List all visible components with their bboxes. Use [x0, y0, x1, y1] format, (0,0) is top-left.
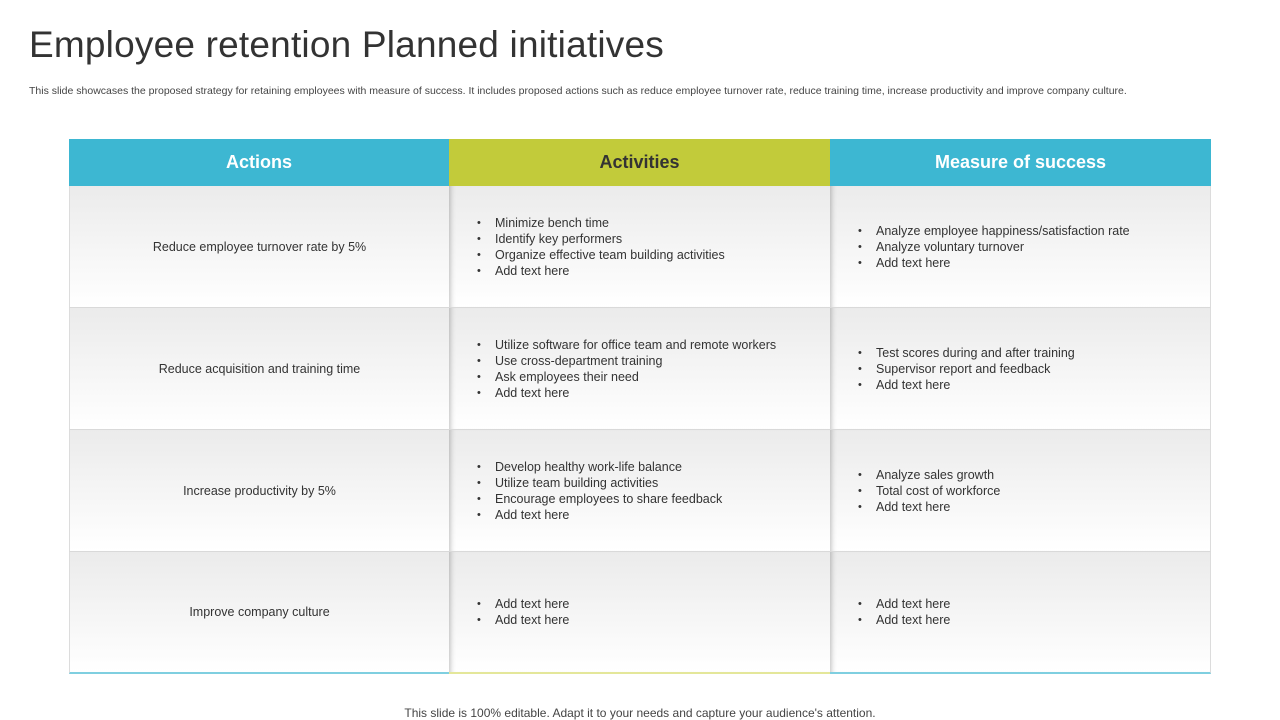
measures-list: [858, 467, 1000, 515]
measure-cell: [830, 552, 1211, 674]
activity-item: • Utilize team building activities: [477, 475, 722, 491]
measure-item: • Analyze voluntary turnover: [858, 239, 1130, 255]
measure-item: • Add text here: [858, 499, 1000, 515]
action-cell: [69, 308, 449, 430]
action-cell: [69, 552, 449, 674]
activities-list: [477, 337, 776, 401]
activity-item: • Add text here: [477, 507, 722, 523]
page-subtitle: This slide showcases the proposed strategy for retaining employees with measure of success. It includes proposed actions such as reduce employee turnover rate, reduce training time, increase productivity and improve company culture.: [29, 85, 1127, 97]
measure-item: • Add text here: [858, 612, 950, 628]
measure-item: • Supervisor report and feedback: [858, 361, 1075, 377]
footer-note: This slide is 100% editable. Adapt it to your needs and capture your audience's attention.: [404, 706, 876, 720]
page-title: Employee retention Planned initiatives: [29, 24, 664, 65]
activity-item: • Add text here: [477, 596, 569, 612]
action-text: Increase productivity by 5%: [183, 483, 336, 498]
activities-list: [477, 596, 569, 628]
measure-cell: [830, 430, 1211, 552]
measure-cell: [830, 308, 1211, 430]
action-text: Reduce employee turnover rate by 5%: [152, 239, 367, 254]
activities-list: [477, 459, 722, 523]
activity-item: • Identify key performers: [477, 231, 725, 247]
action-cell: [69, 430, 449, 552]
activity-item: • Use cross-department training: [477, 353, 776, 369]
activities-cell: [449, 430, 830, 552]
activity-item: • Ask employees their need: [477, 369, 776, 385]
activity-item: • Organize effective team building activities: [477, 247, 725, 263]
initiatives-table: [69, 139, 1211, 674]
activity-item: • Add text here: [477, 385, 776, 401]
measure-item: • Analyze employee happiness/satisfaction rate: [858, 223, 1130, 239]
activities-cell: [449, 552, 830, 674]
activity-item: • Utilize software for office team and remote workers: [477, 337, 776, 353]
header-measure-of-success: Measure of success: [830, 139, 1211, 186]
activity-item: • Add text here: [477, 263, 725, 279]
header-actions: Actions: [69, 139, 449, 186]
activity-item: • Minimize bench time: [477, 215, 725, 231]
header-activities: Activities: [449, 139, 830, 186]
measure-item: • Add text here: [858, 377, 1075, 393]
activity-item: • Develop healthy work-life balance: [477, 459, 722, 475]
measure-item: • Analyze sales growth: [858, 467, 1000, 483]
activity-item: • Add text here: [477, 612, 569, 628]
action-cell: [69, 186, 449, 308]
measure-item: • Total cost of workforce: [858, 483, 1000, 499]
activities-cell: [449, 186, 830, 308]
action-text: Reduce acquisition and training time: [158, 361, 361, 376]
activities-cell: [449, 308, 830, 430]
action-text: Improve company culture: [189, 605, 330, 619]
measure-item: • Test scores during and after training: [858, 345, 1075, 361]
activity-item: • Encourage employees to share feedback: [477, 491, 722, 507]
measures-list: [858, 223, 1130, 271]
measure-cell: [830, 186, 1211, 308]
measures-list: [858, 596, 950, 628]
activities-list: [477, 215, 725, 279]
measure-item: • Add text here: [858, 255, 1130, 271]
measure-item: • Add text here: [858, 596, 950, 612]
measures-list: [858, 345, 1075, 393]
